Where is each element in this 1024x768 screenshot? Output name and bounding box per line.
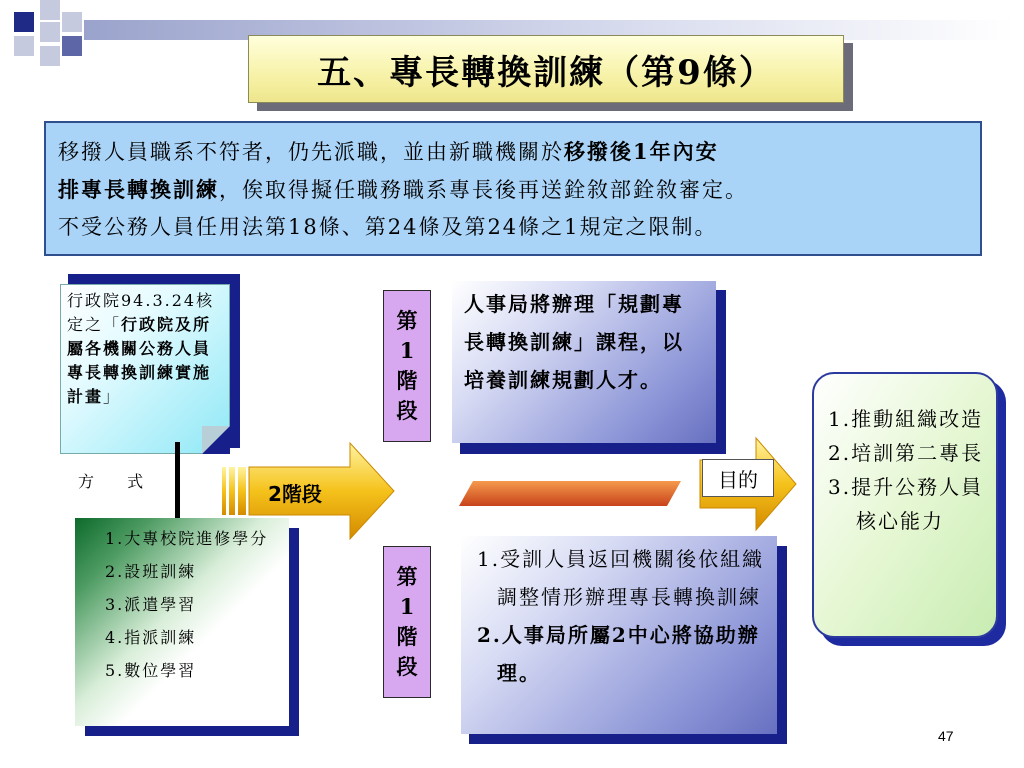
connector-line [175, 442, 180, 520]
stage1-text: 人事局將辦理「規劃專長轉換訓練」課程，以培養訓練規劃人才。 [464, 292, 684, 392]
stage-char: 段 [396, 398, 418, 423]
intro-line-2 [58, 171, 968, 209]
page-number: 47 [938, 728, 954, 744]
stage-char: 第 [396, 308, 418, 333]
purpose-item: 1.推動組織改造 [828, 407, 984, 431]
stage-char: 第 [396, 564, 418, 589]
stage-char: 1 [399, 338, 415, 363]
source-plan-text: 行政院94.3.24核定之「 [67, 291, 215, 334]
slide-title: 五、專長轉換訓練（第9條） [248, 35, 844, 103]
purpose-item: 2.培訓第二專長 [828, 441, 984, 465]
intro-box [44, 121, 982, 256]
method-label: 方 式 [78, 472, 158, 491]
methods-card [75, 518, 289, 726]
method-item: 5.數位學習 [105, 661, 197, 680]
stage-label-top [383, 290, 431, 442]
stage-char: 階 [396, 368, 418, 393]
stage-char: 階 [396, 624, 418, 649]
stage2-item: 1.受訓人員返回機關後依組織調整情形辦理專長轉換訓練 [477, 547, 765, 609]
method-item: 3.派遣學習 [105, 595, 197, 614]
intro-line-3: 不受公務人員任用法第18條、第24條及第24條之1規定之限制。 [58, 215, 718, 239]
source-plan-card [60, 284, 230, 454]
purpose-item: 3.提升公務人員核心能力 [828, 475, 984, 533]
stage1-card [452, 281, 716, 443]
intro-line-1 [58, 133, 968, 171]
stage-divider-bar [459, 481, 681, 506]
two-stage-label: 2階段 [268, 482, 322, 506]
stage-char: 段 [396, 654, 418, 679]
method-item: 4.指派訓練 [105, 628, 197, 647]
stage2-item: 2.人事局所屬2中心將協助辦理。 [477, 623, 760, 685]
purpose-label-box [702, 459, 774, 497]
purpose-card [812, 372, 998, 638]
intro-text: 移撥人員職系不符者，仍先派職，並由新職機關於 [58, 140, 564, 164]
method-item: 2.設班訓練 [105, 562, 197, 581]
purpose-label: 目的 [718, 467, 758, 492]
intro-emphasis: 移撥後1年內安 [564, 139, 719, 164]
stage-label-bottom [383, 546, 431, 698]
stage2-card [461, 536, 777, 734]
source-plan-name: 行政院及所屬各機關公務人員專長轉換訓練實施計畫 [67, 315, 212, 406]
stage-char: 1 [399, 594, 415, 619]
source-plan-close: 」 [103, 387, 122, 406]
intro-text: ，俟取得擬任職務職系專長後再送銓敘部銓敘審定。 [219, 178, 748, 202]
intro-emphasis: 排專長轉換訓練 [58, 177, 219, 202]
method-item: 1.大專校院進修學分 [105, 529, 269, 548]
